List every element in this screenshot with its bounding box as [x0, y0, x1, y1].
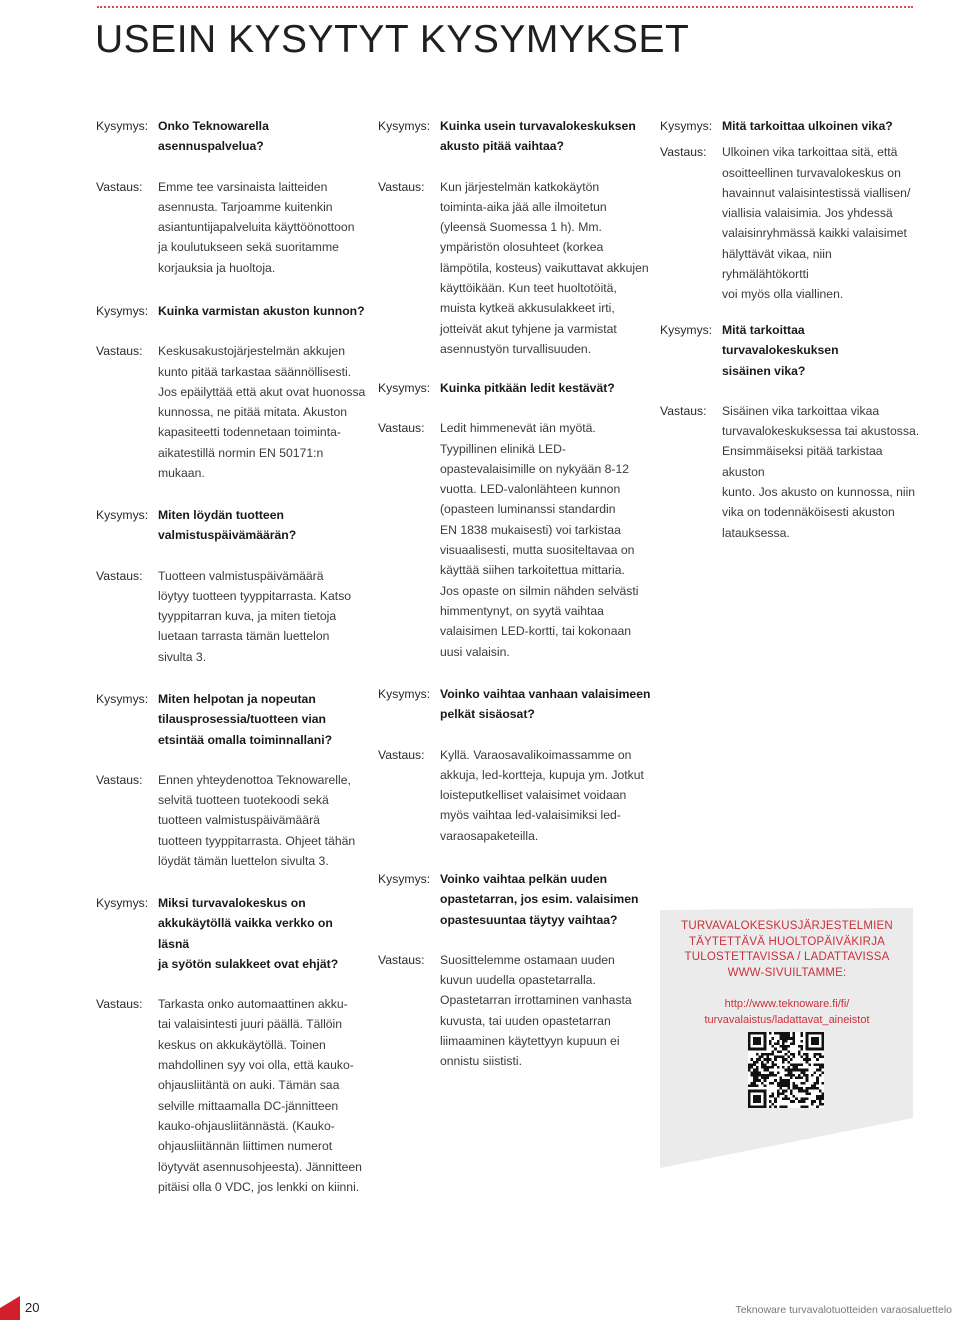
answer-label: Vastaus: — [660, 145, 707, 160]
question-label: Kysymys: — [96, 896, 149, 910]
faq-item-5 — [378, 378, 654, 662]
question-text: Mitä tarkoittaa turvavalokeskuksen sisäinen vika? — [722, 323, 839, 378]
question-label: Kysymys: — [96, 508, 149, 522]
faq-item-11 — [378, 869, 654, 1072]
faq-item-9 — [378, 684, 654, 846]
faq-item-1 — [96, 116, 366, 278]
faq-item-4 — [378, 116, 654, 359]
question-label: Kysymys: — [378, 687, 431, 701]
answer-label: Vastaus: — [378, 747, 425, 762]
answer-label: Vastaus: — [660, 403, 707, 418]
question-label: Kysymys: — [378, 381, 431, 395]
question-text: Mitä tarkoittaa ulkoinen vika? — [722, 119, 893, 133]
question-label: Kysymys: — [378, 872, 431, 886]
answer-text: Emme tee varsinaista laitteiden asennusta. Tarjoamme kuitenkin asiantuntijapalveluita käyttöönottoon ja koulutukseen sekä suoritamme korjauksia ja huoltoja. — [158, 179, 355, 275]
promo-box — [672, 919, 902, 1028]
answer-label: Vastaus: — [378, 179, 425, 194]
answer-text: Keskusakustojärjestelmän akkujen kunto pitää tarkastaa säännöllisesti. Jos epäilyttää että akut ovat huonossa kunnossa, ne pitää mitata. Akuston kapasiteetti todennetaan toiminta- aikatestillä normin EN 50171:n mukaan. — [158, 344, 366, 481]
question-text: Kuinka varmistan akuston kunnon? — [158, 304, 365, 318]
answer-text: Kun järjestelmän katkokäytön toiminta-aika jää alle ilmoitetun (yleensä Suomessa 1 h). Mm. ympäristön olosuhteet (korkea lämpötila, kosteus) vaikuttavat akkujen käyttöikään. Kun teet huoltotöitä, muista kytkeä akkusulakkeet irti, jotteivät akut tyhjene ja varmistat asennustyön turvallisuuden. — [440, 179, 649, 356]
footer-catalog-title: Teknoware turvavalotuotteiden varaosaluettelo — [735, 1304, 952, 1316]
question-text: Miten helpotan ja nopeutan tilausprosessia/tuotteen vian etsintää omalla toiminnallani? — [158, 692, 333, 747]
answer-label: Vastaus: — [96, 997, 143, 1012]
faq-item-8 — [96, 689, 366, 871]
faq-item-2 — [96, 301, 366, 483]
question-text: Voinko vaihtaa pelkän uuden opastetarran, jos esim. valaisimen opastesuuntaa täytyy vaihtaa? — [440, 872, 639, 927]
question-label: Kysymys: — [378, 119, 431, 133]
answer-text: Kyllä. Varaosavalikoimassamme on akkuja, led-kortteja, kupuja ym. Jotkut loisteputkelliset valaisimet voidaan myös vaihtaa led-valaisimiksi led- varaosapaketeilla. — [440, 747, 644, 843]
question-label: Kysymys: — [96, 119, 149, 133]
answer-label: Vastaus: — [378, 952, 425, 967]
answer-text: Ennen yhteydenottoa Teknowarelle, selvitä tuotteen tuotekoodi sekä tuotteen valmistuspäivämäärä tuotteen tyyppitarrasta. Ohjeet tähän löydät tämän luettelon sivulta 3. — [158, 772, 356, 869]
question-label: Kysymys: — [660, 119, 713, 133]
faq-item-6 — [660, 116, 920, 305]
question-text: Miten löydän tuotteen valmistuspäivämäärän? — [158, 508, 297, 543]
promo-download-link[interactable]: http://www.teknoware.fi/fi/ turvavalaistus/ladattavat_aineistot — [704, 998, 870, 1026]
answer-label: Vastaus: — [378, 421, 425, 436]
answer-label: Vastaus: — [96, 772, 143, 787]
question-label: Kysymys: — [660, 323, 713, 337]
question-text: Onko Teknowarella asennuspalvelua? — [158, 119, 269, 154]
answer-label: Vastaus: — [96, 344, 143, 359]
question-text: Miksi turvavalokeskus on akkukäytöllä vaikka verkko on läsnä ja syötön sulakkeet ovat ehjät? — [158, 896, 339, 971]
faq-item-10 — [96, 893, 366, 1197]
answer-label: Vastaus: — [96, 568, 143, 583]
faq-item-7 — [660, 320, 920, 543]
promo-heading: TURVAVALOKESKUSJÄRJESTELMIEN TÄYTETTÄVÄ HUOLTOPÄIVÄKIRJA TULOSTETTAVISSA / LADATTAVISSA WWW-SIVUILTAMME: — [681, 920, 893, 979]
answer-text: Tuotteen valmistuspäivämäärä löytyy tuotteen tyyppitarrasta. Katso tyyppitarran kuva, ja miten tietoja luetaan tarrasta tämän luettelon sivulta 3. — [158, 568, 352, 664]
question-label: Kysymys: — [96, 692, 149, 706]
top-dotted-rule — [97, 6, 913, 8]
question-text: Kuinka pitkään ledit kestävät? — [440, 381, 615, 395]
question-label: Kysymys: — [96, 304, 149, 318]
answer-label: Vastaus: — [96, 179, 143, 194]
answer-text: Ulkoinen vika tarkoittaa sitä, että osoitteellinen turvavalokeskus on havainnut valaisintestissä viallisen/ viallisia valaisimia. Jos yhdessä valaisinryhmässä kaikki valaisimet hälyttävät vikaa, niin ryhmälähtökortti voi myös olla viallinen. — [722, 145, 911, 302]
answer-text: Ledit himmenevät iän myötä. Tyypillinen elinikä LED- opastevalaisimille on nykyään 8-12 vuotta. LED-valonlähteen kunnon (opasteen luminanssi standardin EN 1838 mukaisesti) voi tarkistaa visuaalisesti, mutta suositeltavaa on käyttää siihen tarkoitettua mittaria. Jos opaste on silmin nähden selvästi himmentynyt, on syytä vaihtaa valaisimen LED-kortti, tai kokonaan uusi valaisin. — [440, 421, 639, 659]
answer-text: Suosittelemme ostamaan uuden kuvun uudella opastetarralla. Opastetarran irrottaminen vanhasta kuvusta, tai uuden opastetarran liimaaminen käytettyyn kupuun ei onnistu siististi. — [440, 952, 632, 1069]
qr-code-icon[interactable] — [748, 1032, 824, 1108]
faq-item-3 — [96, 505, 366, 667]
question-text: Kuinka usein turvavalokeskuksen akusto pitää vaihtaa? — [440, 119, 636, 154]
answer-text: Tarkasta onko automaattinen akku- tai valaisintesti juuri päällä. Tällöin keskus on akkukäytöllä. Toinen mahdollinen syy voi olla, että kauko- ohjausliitäntä on auki. Tämän saa selville mittaamalla DC-jännitteen kauko-ohjausliitännästä. (Kauko- ohjausliitännän liittimen numerot löytyvät asennusohjeesta). Jännitteen pitäisi olla 0 VDC, jos lenkki on kiinni. — [158, 997, 362, 1194]
page-number: 20 — [25, 1300, 40, 1315]
page-title: USEIN KYSYTYT KYSYMYKSET — [95, 18, 690, 61]
question-text: Voinko vaihtaa vanhaan valaisimeen pelkät sisäosat? — [440, 687, 651, 722]
answer-text: Sisäinen vika tarkoittaa vikaa turvavalokeskuksessa tai akustossa. Ensimmäiseksi pitää tarkistaa akuston kunto. Jos akusto on kunnossa, niin vika on todennäköisesti akuston latauksessa. — [722, 403, 920, 540]
